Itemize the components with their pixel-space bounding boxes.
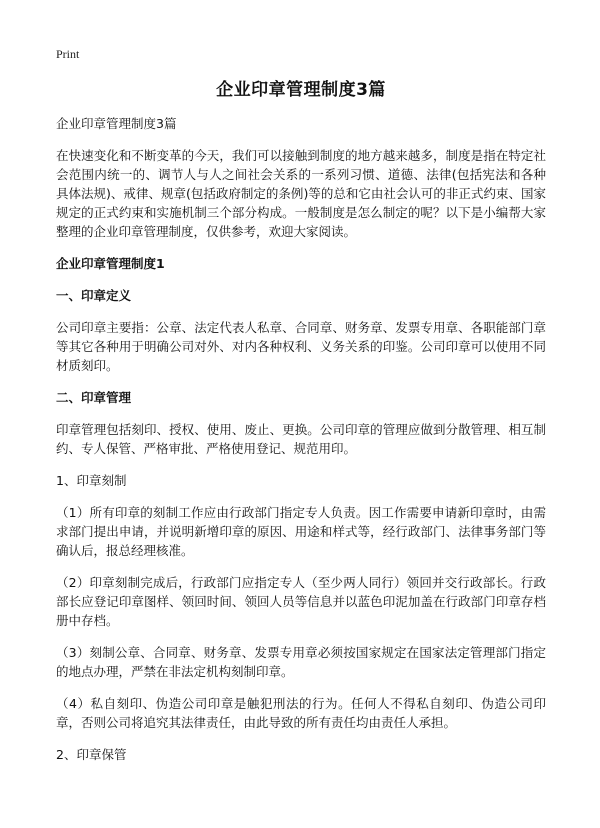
document-title: 企业印章管理制度3篇 xyxy=(216,80,386,100)
part1-paragraph: 公司印章主要指：公章、法定代表人私章、合同章、财务章、发票专用章、各职能部门章等其它各种用于明确公司对外、对内各种权利、义务关系的印鉴。公司印章可以使用不同材质刻印。 xyxy=(56,320,546,373)
part1-heading: 一、印章定义 xyxy=(56,288,132,303)
part2-heading: 二、印章管理 xyxy=(56,390,132,405)
sub1-heading: 1、印章刻制 xyxy=(56,473,127,488)
part2-paragraph: 印章管理包括刻印、授权、使用、废止、更换。公司印章的管理应做到分散管理、相互制约、专人保管、严格审批、严格使用登记、规范用印。 xyxy=(56,422,546,456)
document-subtitle: 企业印章管理制度3篇 xyxy=(56,116,177,131)
document-body xyxy=(56,78,546,777)
item4-paragraph: （4）私自刻印、伪造公司印章是触犯刑法的行为。任何人不得私自刻印、伪造公司印章，否则公司将追究其法律责任，由此导致的所有责任均由责任人承担。 xyxy=(56,696,546,730)
item2-paragraph: （2）印章刻制完成后，行政部门应指定专人（至少两人同行）领回并交行政部长。行政部长应登记印章图样、领回时间、领回人员等信息并以蓝色印泥加盖在行政部门印章存档册中存档。 xyxy=(56,575,546,628)
item1-paragraph: （1）所有印章的刻制工作应由行政部门指定专人负责。因工作需要申请新印章时，由需求部门提出申请，并说明新增印章的原因、用途和样式等，经行政部门、法律事务部门等确认后，报总经理核准。 xyxy=(56,505,546,558)
print-label: Print xyxy=(56,47,80,61)
sub2-heading: 2、印章保管 xyxy=(56,747,127,762)
item3-paragraph: （3）刻制公章、合同章、财务章、发票专用章必须按国家规定在国家法定管理部门指定的地点办理，严禁在非法定机构刻制印章。 xyxy=(56,645,546,679)
section1-heading: 企业印章管理制度1 xyxy=(56,256,165,271)
intro-paragraph: 在快速变化和不断变革的今天，我们可以接触到制度的地方越来越多，制度是指在特定社会范围内统一的、调节人与人之间社会关系的一系列习惯、道德、法律(包括宪法和各种具体法规)、戒律、规章(包括政府制定的条例)等的总和它由社会认可的非正式约束、国家规定的正式约束和实施机制三个部分构成。一般制度是怎么制定的呢？以下是小编帮大家整理的企业印章管理制度，仅供参考，欢迎大家阅读。 xyxy=(56,148,546,239)
